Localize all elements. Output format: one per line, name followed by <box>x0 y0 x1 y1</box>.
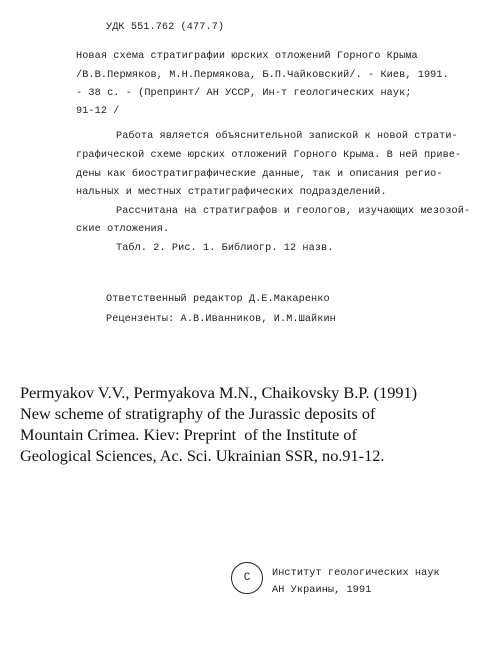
abstract-line: ские отложения. <box>76 224 170 235</box>
copyright-year: АН Украины, 1991 <box>272 585 372 596</box>
abstract-line: графической схеме юрских отложений Горного Крыма. В ней приве- <box>76 150 462 161</box>
abstract-line: Работа является объяснительной запиской к новой страти- <box>116 131 458 142</box>
abstract-line: дены как биостратиграфические данные, так и описания регио- <box>76 169 443 180</box>
copyright-holder: Институт геологических наук <box>272 568 440 579</box>
biblio-line: 91-12 / <box>76 106 120 117</box>
citation-line: Geological Sciences, Ac. Sci. Ukrainian SSR, no.91-12. <box>20 446 385 465</box>
biblio-line: /В.В.Пермяков, М.Н.Пермякова, Б.П.Чайковский/. - Киев, 1991. <box>76 70 449 81</box>
abstract-line: Табл. 2. Рис. 1. Библиогр. 12 назв. <box>116 243 334 254</box>
citation-line: New scheme of stratigraphy of the Jurassic deposits of <box>20 404 376 423</box>
reviewers: Рецензенты: А.В.Иванников, И.М.Шайкин <box>106 314 336 325</box>
copyright-icon: C <box>231 562 263 594</box>
citation-line: Permyakov V.V., Permyakova M.N., Chaikovsky B.P. (1991) <box>20 383 418 402</box>
citation-line: Mountain Crimea. Kiev: Preprint of the Institute of <box>20 425 357 444</box>
responsible-editor: Ответственный редактор Д.Е.Макаренко <box>106 294 330 305</box>
abstract-line: нальных и местных стратиграфических подразделений. <box>76 187 387 198</box>
udc-code: УДК 551.762 (477.7) <box>106 22 225 33</box>
biblio-line: Новая схема стратиграфии юрских отложений Горного Крыма <box>76 51 418 62</box>
biblio-line: - 38 с. - (Препринт/ АН УССР, Ин-т геологических наук; <box>76 88 412 99</box>
abstract-line: Рассчитана на стратиграфов и геологов, изучающих мезозой- <box>116 206 471 217</box>
